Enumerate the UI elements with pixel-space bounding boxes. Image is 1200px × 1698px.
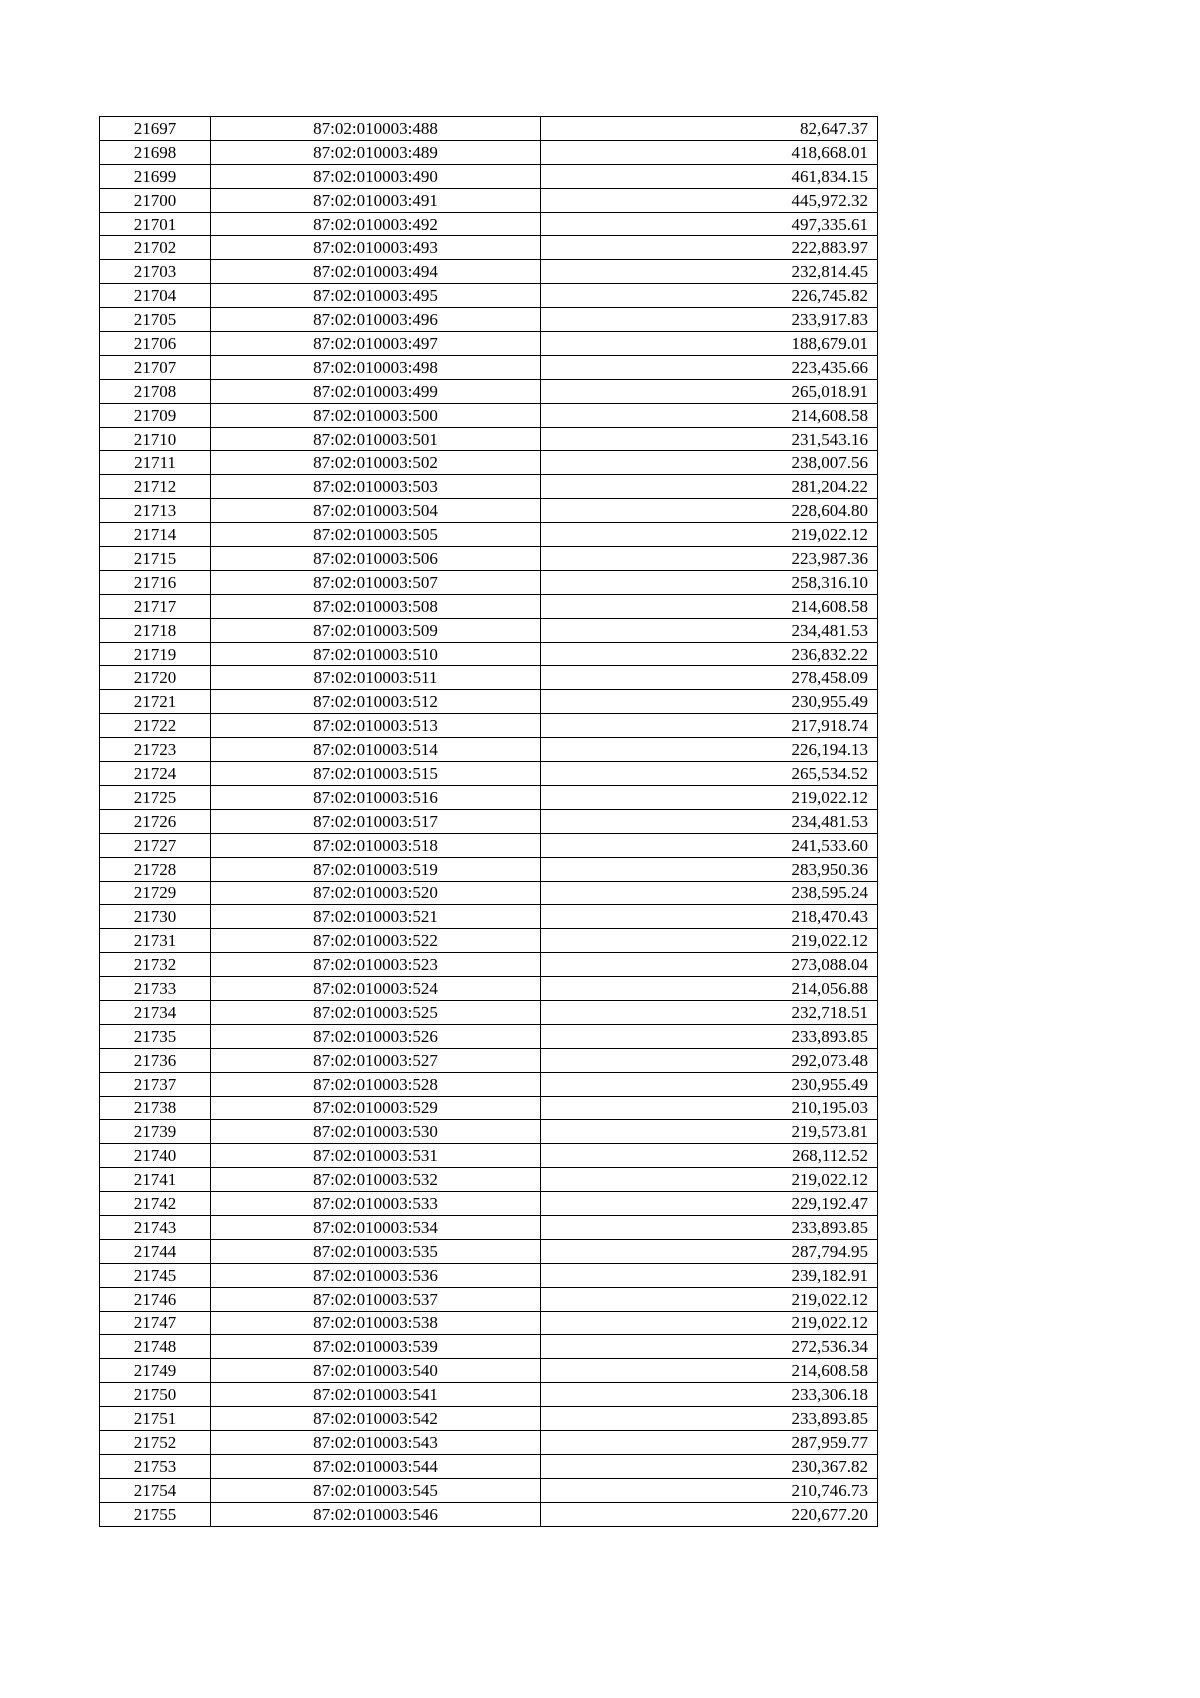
cadastral-number-cell: 87:02:010003:501	[211, 427, 541, 451]
row-number-cell: 21703	[100, 260, 211, 284]
cadastral-number-cell: 87:02:010003:504	[211, 499, 541, 523]
value-cell: 219,022.12	[541, 1168, 878, 1192]
row-number-cell: 21744	[100, 1239, 211, 1263]
table-row	[100, 332, 878, 356]
table-row	[100, 475, 878, 499]
cadastral-number-cell: 87:02:010003:528	[211, 1072, 541, 1096]
cadastral-number-cell: 87:02:010003:497	[211, 332, 541, 356]
data-table	[99, 116, 878, 1527]
value-cell: 219,022.12	[541, 1287, 878, 1311]
value-cell: 283,950.36	[541, 857, 878, 881]
row-number-cell: 21743	[100, 1215, 211, 1239]
table-row	[100, 1120, 878, 1144]
row-number-cell: 21714	[100, 523, 211, 547]
value-cell: 233,306.18	[541, 1383, 878, 1407]
table-row	[100, 618, 878, 642]
cadastral-number-cell: 87:02:010003:513	[211, 714, 541, 738]
table-row	[100, 1359, 878, 1383]
cadastral-number-cell: 87:02:010003:517	[211, 809, 541, 833]
row-number-cell: 21705	[100, 308, 211, 332]
value-cell: 230,367.82	[541, 1454, 878, 1478]
table-row	[100, 1478, 878, 1502]
table-row	[100, 1383, 878, 1407]
row-number-cell: 21747	[100, 1311, 211, 1335]
value-cell: 232,814.45	[541, 260, 878, 284]
cadastral-number-cell: 87:02:010003:496	[211, 308, 541, 332]
cadastral-number-cell: 87:02:010003:495	[211, 284, 541, 308]
cadastral-number-cell: 87:02:010003:523	[211, 953, 541, 977]
table-row	[100, 1168, 878, 1192]
table-row	[100, 379, 878, 403]
table-row	[100, 881, 878, 905]
table-row	[100, 1144, 878, 1168]
cadastral-number-cell: 87:02:010003:527	[211, 1048, 541, 1072]
cadastral-number-cell: 87:02:010003:529	[211, 1096, 541, 1120]
row-number-cell: 21717	[100, 594, 211, 618]
row-number-cell: 21745	[100, 1263, 211, 1287]
value-cell: 268,112.52	[541, 1144, 878, 1168]
row-number-cell: 21727	[100, 833, 211, 857]
cadastral-number-cell: 87:02:010003:520	[211, 881, 541, 905]
table-row	[100, 714, 878, 738]
table-row	[100, 1407, 878, 1431]
cadastral-number-cell: 87:02:010003:536	[211, 1263, 541, 1287]
value-cell: 223,435.66	[541, 355, 878, 379]
row-number-cell: 21741	[100, 1168, 211, 1192]
row-number-cell: 21729	[100, 881, 211, 905]
cadastral-number-cell: 87:02:010003:507	[211, 570, 541, 594]
cadastral-number-cell: 87:02:010003:526	[211, 1024, 541, 1048]
table-row	[100, 1096, 878, 1120]
value-cell: 272,536.34	[541, 1335, 878, 1359]
cadastral-number-cell: 87:02:010003:542	[211, 1407, 541, 1431]
row-number-cell: 21723	[100, 738, 211, 762]
value-cell: 234,481.53	[541, 618, 878, 642]
cadastral-number-cell: 87:02:010003:521	[211, 905, 541, 929]
cadastral-number-cell: 87:02:010003:508	[211, 594, 541, 618]
cadastral-number-cell: 87:02:010003:510	[211, 642, 541, 666]
row-number-cell: 21699	[100, 164, 211, 188]
table-row	[100, 117, 878, 141]
table-row	[100, 833, 878, 857]
cadastral-number-cell: 87:02:010003:519	[211, 857, 541, 881]
table-row	[100, 188, 878, 212]
value-cell: 214,056.88	[541, 977, 878, 1001]
value-cell: 219,022.12	[541, 523, 878, 547]
table-row	[100, 355, 878, 379]
cadastral-number-cell: 87:02:010003:522	[211, 929, 541, 953]
value-cell: 281,204.22	[541, 475, 878, 499]
row-number-cell: 21751	[100, 1407, 211, 1431]
cadastral-number-cell: 87:02:010003:503	[211, 475, 541, 499]
value-cell: 239,182.91	[541, 1263, 878, 1287]
cadastral-number-cell: 87:02:010003:539	[211, 1335, 541, 1359]
table-row	[100, 1430, 878, 1454]
row-number-cell: 21697	[100, 117, 211, 141]
value-cell: 220,677.20	[541, 1502, 878, 1526]
row-number-cell: 21701	[100, 212, 211, 236]
row-number-cell: 21721	[100, 690, 211, 714]
value-cell: 229,192.47	[541, 1192, 878, 1216]
value-cell: 230,955.49	[541, 1072, 878, 1096]
value-cell: 265,018.91	[541, 379, 878, 403]
table-row	[100, 1454, 878, 1478]
row-number-cell: 21750	[100, 1383, 211, 1407]
value-cell: 214,608.58	[541, 1359, 878, 1383]
table-row	[100, 140, 878, 164]
cadastral-number-cell: 87:02:010003:515	[211, 762, 541, 786]
value-cell: 234,481.53	[541, 809, 878, 833]
row-number-cell: 21754	[100, 1478, 211, 1502]
table-row	[100, 738, 878, 762]
value-cell: 418,668.01	[541, 140, 878, 164]
table-row	[100, 1215, 878, 1239]
row-number-cell: 21738	[100, 1096, 211, 1120]
table-row	[100, 1502, 878, 1526]
cadastral-number-cell: 87:02:010003:514	[211, 738, 541, 762]
row-number-cell: 21746	[100, 1287, 211, 1311]
row-number-cell: 21709	[100, 403, 211, 427]
row-number-cell: 21737	[100, 1072, 211, 1096]
row-number-cell: 21722	[100, 714, 211, 738]
table-row	[100, 594, 878, 618]
cadastral-number-cell: 87:02:010003:490	[211, 164, 541, 188]
row-number-cell: 21698	[100, 140, 211, 164]
cadastral-number-cell: 87:02:010003:509	[211, 618, 541, 642]
value-cell: 233,893.85	[541, 1024, 878, 1048]
table-row	[100, 929, 878, 953]
table-row	[100, 451, 878, 475]
cadastral-number-cell: 87:02:010003:506	[211, 547, 541, 571]
table-row	[100, 164, 878, 188]
value-cell: 219,573.81	[541, 1120, 878, 1144]
row-number-cell: 21749	[100, 1359, 211, 1383]
cadastral-number-cell: 87:02:010003:532	[211, 1168, 541, 1192]
value-cell: 233,893.85	[541, 1215, 878, 1239]
value-cell: 214,608.58	[541, 403, 878, 427]
row-number-cell: 21726	[100, 809, 211, 833]
value-cell: 223,987.36	[541, 547, 878, 571]
cadastral-number-cell: 87:02:010003:511	[211, 666, 541, 690]
table-row	[100, 1024, 878, 1048]
row-number-cell: 21707	[100, 355, 211, 379]
table-row	[100, 236, 878, 260]
row-number-cell: 21736	[100, 1048, 211, 1072]
row-number-cell: 21755	[100, 1502, 211, 1526]
value-cell: 228,604.80	[541, 499, 878, 523]
table-row	[100, 523, 878, 547]
cadastral-number-cell: 87:02:010003:491	[211, 188, 541, 212]
row-number-cell: 21752	[100, 1430, 211, 1454]
row-number-cell: 21711	[100, 451, 211, 475]
cadastral-number-cell: 87:02:010003:535	[211, 1239, 541, 1263]
table-row	[100, 857, 878, 881]
value-cell: 273,088.04	[541, 953, 878, 977]
table-row	[100, 666, 878, 690]
table-row	[100, 1263, 878, 1287]
table-row	[100, 570, 878, 594]
row-number-cell: 21740	[100, 1144, 211, 1168]
row-number-cell: 21732	[100, 953, 211, 977]
table-row	[100, 977, 878, 1001]
row-number-cell: 21735	[100, 1024, 211, 1048]
value-cell: 238,007.56	[541, 451, 878, 475]
value-cell: 188,679.01	[541, 332, 878, 356]
value-cell: 210,195.03	[541, 1096, 878, 1120]
cadastral-number-cell: 87:02:010003:493	[211, 236, 541, 260]
table-row	[100, 284, 878, 308]
value-cell: 231,543.16	[541, 427, 878, 451]
value-cell: 292,073.48	[541, 1048, 878, 1072]
row-number-cell: 21715	[100, 547, 211, 571]
value-cell: 445,972.32	[541, 188, 878, 212]
cadastral-number-cell: 87:02:010003:544	[211, 1454, 541, 1478]
table-row	[100, 953, 878, 977]
value-cell: 232,718.51	[541, 1000, 878, 1024]
row-number-cell: 21734	[100, 1000, 211, 1024]
table-row	[100, 809, 878, 833]
table-body	[100, 117, 878, 1527]
row-number-cell: 21728	[100, 857, 211, 881]
cadastral-number-cell: 87:02:010003:537	[211, 1287, 541, 1311]
cadastral-number-cell: 87:02:010003:533	[211, 1192, 541, 1216]
table-row	[100, 308, 878, 332]
cadastral-number-cell: 87:02:010003:545	[211, 1478, 541, 1502]
value-cell: 217,918.74	[541, 714, 878, 738]
row-number-cell: 21719	[100, 642, 211, 666]
cadastral-number-cell: 87:02:010003:534	[211, 1215, 541, 1239]
table-row	[100, 547, 878, 571]
value-cell: 219,022.12	[541, 929, 878, 953]
row-number-cell: 21724	[100, 762, 211, 786]
value-cell: 210,746.73	[541, 1478, 878, 1502]
table-row	[100, 1000, 878, 1024]
row-number-cell: 21712	[100, 475, 211, 499]
value-cell: 214,608.58	[541, 594, 878, 618]
value-cell: 219,022.12	[541, 1311, 878, 1335]
row-number-cell: 21725	[100, 785, 211, 809]
cadastral-number-cell: 87:02:010003:502	[211, 451, 541, 475]
table-row	[100, 905, 878, 929]
cadastral-number-cell: 87:02:010003:518	[211, 833, 541, 857]
row-number-cell: 21730	[100, 905, 211, 929]
table-row	[100, 785, 878, 809]
table-row	[100, 403, 878, 427]
table-row	[100, 690, 878, 714]
value-cell: 82,647.37	[541, 117, 878, 141]
value-cell: 236,832.22	[541, 642, 878, 666]
cadastral-number-cell: 87:02:010003:512	[211, 690, 541, 714]
row-number-cell: 21700	[100, 188, 211, 212]
table-row	[100, 1311, 878, 1335]
table-row	[100, 642, 878, 666]
cadastral-number-cell: 87:02:010003:541	[211, 1383, 541, 1407]
row-number-cell: 21748	[100, 1335, 211, 1359]
row-number-cell: 21708	[100, 379, 211, 403]
value-cell: 230,955.49	[541, 690, 878, 714]
value-cell: 258,316.10	[541, 570, 878, 594]
cadastral-number-cell: 87:02:010003:530	[211, 1120, 541, 1144]
row-number-cell: 21702	[100, 236, 211, 260]
value-cell: 241,533.60	[541, 833, 878, 857]
row-number-cell: 21733	[100, 977, 211, 1001]
table-row	[100, 1287, 878, 1311]
value-cell: 287,794.95	[541, 1239, 878, 1263]
cadastral-number-cell: 87:02:010003:492	[211, 212, 541, 236]
row-number-cell: 21704	[100, 284, 211, 308]
row-number-cell: 21713	[100, 499, 211, 523]
value-cell: 222,883.97	[541, 236, 878, 260]
value-cell: 238,595.24	[541, 881, 878, 905]
row-number-cell: 21716	[100, 570, 211, 594]
cadastral-number-cell: 87:02:010003:499	[211, 379, 541, 403]
row-number-cell: 21720	[100, 666, 211, 690]
table-row	[100, 1072, 878, 1096]
cadastral-number-cell: 87:02:010003:538	[211, 1311, 541, 1335]
cadastral-number-cell: 87:02:010003:494	[211, 260, 541, 284]
value-cell: 226,745.82	[541, 284, 878, 308]
cadastral-number-cell: 87:02:010003:543	[211, 1430, 541, 1454]
table-row	[100, 1048, 878, 1072]
value-cell: 219,022.12	[541, 785, 878, 809]
table-row	[100, 499, 878, 523]
cadastral-number-cell: 87:02:010003:524	[211, 977, 541, 1001]
row-number-cell: 21742	[100, 1192, 211, 1216]
cadastral-number-cell: 87:02:010003:546	[211, 1502, 541, 1526]
table-row	[100, 1335, 878, 1359]
table-row	[100, 1239, 878, 1263]
value-cell: 233,893.85	[541, 1407, 878, 1431]
row-number-cell: 21739	[100, 1120, 211, 1144]
value-cell: 218,470.43	[541, 905, 878, 929]
value-cell: 226,194.13	[541, 738, 878, 762]
cadastral-number-cell: 87:02:010003:498	[211, 355, 541, 379]
cadastral-number-cell: 87:02:010003:488	[211, 117, 541, 141]
value-cell: 265,534.52	[541, 762, 878, 786]
value-cell: 497,335.61	[541, 212, 878, 236]
value-cell: 461,834.15	[541, 164, 878, 188]
row-number-cell: 21710	[100, 427, 211, 451]
table-row	[100, 212, 878, 236]
value-cell: 278,458.09	[541, 666, 878, 690]
row-number-cell: 21718	[100, 618, 211, 642]
table-row	[100, 1192, 878, 1216]
cadastral-number-cell: 87:02:010003:516	[211, 785, 541, 809]
cadastral-number-cell: 87:02:010003:525	[211, 1000, 541, 1024]
table-row	[100, 762, 878, 786]
table-row	[100, 427, 878, 451]
row-number-cell: 21753	[100, 1454, 211, 1478]
cadastral-number-cell: 87:02:010003:540	[211, 1359, 541, 1383]
cadastral-number-cell: 87:02:010003:505	[211, 523, 541, 547]
value-cell: 287,959.77	[541, 1430, 878, 1454]
row-number-cell: 21706	[100, 332, 211, 356]
row-number-cell: 21731	[100, 929, 211, 953]
cadastral-number-cell: 87:02:010003:489	[211, 140, 541, 164]
value-cell: 233,917.83	[541, 308, 878, 332]
cadastral-number-cell: 87:02:010003:531	[211, 1144, 541, 1168]
cadastral-number-cell: 87:02:010003:500	[211, 403, 541, 427]
table-row	[100, 260, 878, 284]
